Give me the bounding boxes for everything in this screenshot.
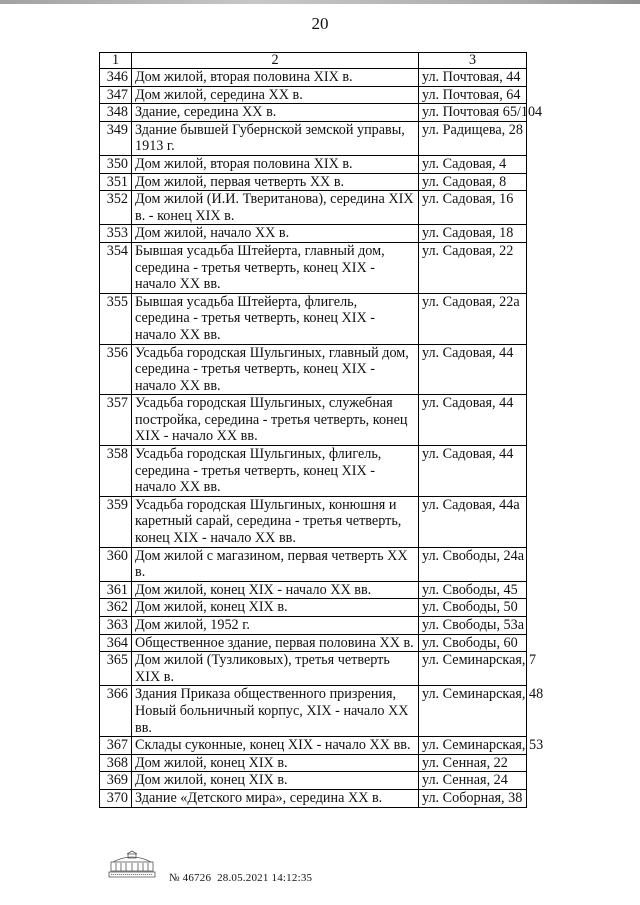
table-row bbox=[100, 395, 527, 446]
row-number: 369 bbox=[100, 772, 132, 790]
registry-stamp-icon bbox=[105, 850, 160, 880]
object-address: ул. Свободы, 50 bbox=[419, 599, 527, 617]
table-row bbox=[100, 686, 527, 737]
object-description: Дом жилой, середина XX в. bbox=[132, 86, 419, 104]
row-number: 365 bbox=[100, 652, 132, 686]
object-description: Дом жилой, конец XIX - начало XX вв. bbox=[132, 581, 419, 599]
object-address: ул. Почтовая, 44 bbox=[419, 69, 527, 87]
table-row bbox=[100, 754, 527, 772]
row-number: 368 bbox=[100, 754, 132, 772]
table-row bbox=[100, 104, 527, 122]
row-number: 362 bbox=[100, 599, 132, 617]
object-description: Дом жилой с магазином, первая четверть XX в. bbox=[132, 547, 419, 581]
table-row bbox=[100, 652, 527, 686]
row-number: 348 bbox=[100, 104, 132, 122]
object-description: Дом жилой, 1952 г. bbox=[132, 617, 419, 635]
table-row bbox=[100, 225, 527, 243]
object-description: Дом жилой, первая четверть XX в. bbox=[132, 173, 419, 191]
object-address: ул. Свободы, 24а bbox=[419, 547, 527, 581]
page-number: 20 bbox=[311, 14, 329, 33]
table-row bbox=[100, 121, 527, 155]
object-description: Здание «Детского мира», середина XX в. bbox=[132, 789, 419, 807]
object-description: Дом жилой, конец XIX в. bbox=[132, 599, 419, 617]
row-number: 358 bbox=[100, 446, 132, 497]
object-description: Дом жилой, конец XIX в. bbox=[132, 772, 419, 790]
object-address: ул. Почтовая 65/104 bbox=[419, 104, 527, 122]
row-number: 370 bbox=[100, 789, 132, 807]
table-row bbox=[100, 446, 527, 497]
object-description: Общественное здание, первая половина XX в. bbox=[132, 634, 419, 652]
object-description: Бывшая усадьба Штейерта, главный дом, середина - третья четверть, конец XIX - начало XX вв. bbox=[132, 242, 419, 293]
table-row bbox=[100, 155, 527, 173]
object-address: ул. Садовая, 16 bbox=[419, 191, 527, 225]
table-row bbox=[100, 344, 527, 395]
object-description: Дом жилой (Тузликовых), третья четверть XIX в. bbox=[132, 652, 419, 686]
object-address: ул. Садовая, 44а bbox=[419, 496, 527, 547]
table-row bbox=[100, 293, 527, 344]
object-address: ул. Сенная, 22 bbox=[419, 754, 527, 772]
object-address: ул. Садовая, 44 bbox=[419, 395, 527, 446]
row-number: 366 bbox=[100, 686, 132, 737]
table-row bbox=[100, 547, 527, 581]
object-description: Здание бывшей Губернской земской управы, 1913 г. bbox=[132, 121, 419, 155]
row-number: 354 bbox=[100, 242, 132, 293]
object-address: ул. Свободы, 53а bbox=[419, 617, 527, 635]
row-number: 361 bbox=[100, 581, 132, 599]
object-address: ул. Садовая, 22 bbox=[419, 242, 527, 293]
table-row bbox=[100, 599, 527, 617]
doc-datetime: 28.05.2021 14:12:35 bbox=[217, 872, 313, 884]
table-row bbox=[100, 581, 527, 599]
table-row bbox=[100, 789, 527, 807]
object-description: Бывшая усадьба Штейерта, флигель, середина - третья четверть, конец XIX - начало XX вв. bbox=[132, 293, 419, 344]
row-number: 360 bbox=[100, 547, 132, 581]
row-number: 347 bbox=[100, 86, 132, 104]
row-number: 346 bbox=[100, 69, 132, 87]
row-number: 352 bbox=[100, 191, 132, 225]
object-description: Усадьба городская Шульгиных, конюшня и каретный сарай, середина - третья четверть, конец XIX - начало XX вв. bbox=[132, 496, 419, 547]
object-address: ул. Садовая, 44 bbox=[419, 446, 527, 497]
column-header-address: 3 bbox=[419, 53, 527, 69]
object-description: Дом жилой, вторая половина XIX в. bbox=[132, 69, 419, 87]
row-number: 353 bbox=[100, 225, 132, 243]
object-address: ул. Радищева, 28 bbox=[419, 121, 527, 155]
top-scan-edge bbox=[0, 0, 640, 4]
row-number: 367 bbox=[100, 737, 132, 755]
object-description: Здание, середина XX в. bbox=[132, 104, 419, 122]
row-number: 359 bbox=[100, 496, 132, 547]
object-address: ул. Свободы, 45 bbox=[419, 581, 527, 599]
row-number: 350 bbox=[100, 155, 132, 173]
object-address: ул. Семинарская, 7 bbox=[419, 652, 527, 686]
object-description: Здания Приказа общественного призрения, Новый больничный корпус, XIX - начало XX вв. bbox=[132, 686, 419, 737]
table-header-row bbox=[100, 53, 527, 69]
object-address: ул. Почтовая, 64 bbox=[419, 86, 527, 104]
row-number: 363 bbox=[100, 617, 132, 635]
table-row bbox=[100, 191, 527, 225]
object-description: Дом жилой, конец XIX в. bbox=[132, 754, 419, 772]
heritage-register-table bbox=[99, 52, 544, 808]
object-description: Усадьба городская Шульгиных, главный дом, середина - третья четверть, конец XIX - начало XX вв. bbox=[132, 344, 419, 395]
table-body bbox=[100, 69, 544, 808]
object-address: ул. Садовая, 8 bbox=[419, 173, 527, 191]
object-description: Усадьба городская Шульгиных, флигель, середина - третья четверть, конец XIX - начало XX вв. bbox=[132, 446, 419, 497]
table-row bbox=[100, 772, 527, 790]
object-description: Усадьба городская Шульгиных, служебная постройка, середина - третья четверть, конец XIX - начало XX вв. bbox=[132, 395, 419, 446]
object-address: ул. Соборная, 38 bbox=[419, 789, 527, 807]
object-address: ул. Садовая, 44 bbox=[419, 344, 527, 395]
object-address: ул. Сенная, 24 bbox=[419, 772, 527, 790]
table-row bbox=[100, 86, 527, 104]
object-description: Дом жилой (И.И. Твеританова), середина XIX в. - конец XIX в. bbox=[132, 191, 419, 225]
object-address: ул. Семинарская, 48 bbox=[419, 686, 527, 737]
object-description: Дом жилой, вторая половина XIX в. bbox=[132, 155, 419, 173]
row-number: 351 bbox=[100, 173, 132, 191]
table-row bbox=[100, 634, 527, 652]
document-footer bbox=[105, 850, 545, 890]
table-row bbox=[100, 69, 527, 87]
table-row bbox=[100, 617, 527, 635]
document-registration-stamp bbox=[169, 872, 312, 884]
row-number: 355 bbox=[100, 293, 132, 344]
row-number: 357 bbox=[100, 395, 132, 446]
object-description: Склады суконные, конец XIX - начало XX вв. bbox=[132, 737, 419, 755]
object-address: ул. Садовая, 22а bbox=[419, 293, 527, 344]
table-row bbox=[100, 737, 527, 755]
table-row bbox=[100, 496, 527, 547]
object-description: Дом жилой, начало XX в. bbox=[132, 225, 419, 243]
table-row bbox=[100, 242, 527, 293]
doc-number: № 46726 bbox=[169, 872, 212, 884]
object-address: ул. Садовая, 4 bbox=[419, 155, 527, 173]
row-number: 356 bbox=[100, 344, 132, 395]
object-address: ул. Семинарская, 53 bbox=[419, 737, 527, 755]
table-row bbox=[100, 173, 527, 191]
column-header-description: 2 bbox=[132, 53, 419, 69]
column-header-number: 1 bbox=[100, 53, 132, 69]
row-number: 364 bbox=[100, 634, 132, 652]
object-address: ул. Свободы, 60 bbox=[419, 634, 527, 652]
object-address: ул. Садовая, 18 bbox=[419, 225, 527, 243]
row-number: 349 bbox=[100, 121, 132, 155]
